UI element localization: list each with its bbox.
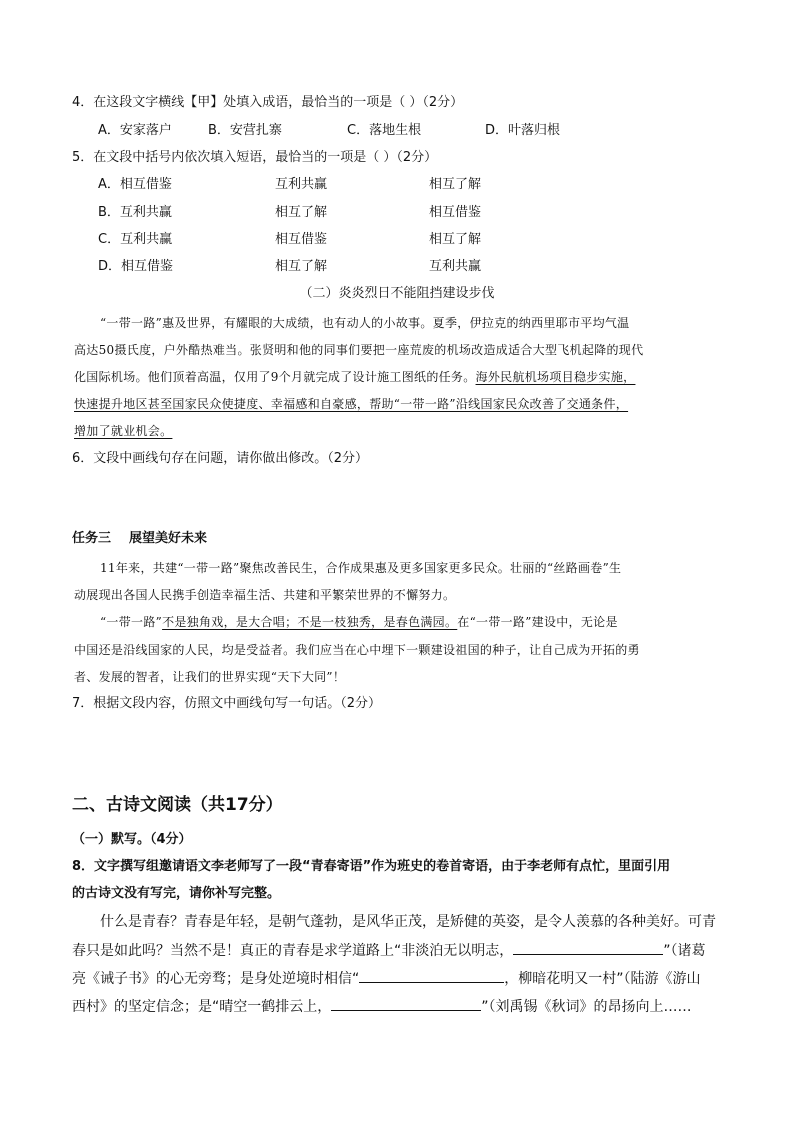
underlined-sentence-part-3: 增加了就业机会。	[74, 424, 173, 438]
passage-2-line-3	[74, 367, 635, 387]
question-6-stem: 6．文段中画线句存在问题，请你做出修改。（2分）	[72, 451, 369, 466]
part-2-heading: 二、古诗文阅读（共17分）	[72, 795, 283, 815]
question-7-stem: 7．根据文段内容，仿照文中画线句写一句话。（2分）	[72, 696, 382, 711]
q4-option-d: D．叶落归根	[485, 123, 561, 138]
task-3-heading	[72, 529, 207, 549]
passage-3-line-1: 11年来，共建“一带一路”聚焦改善民生，合作成果惠及更多国家更多民众。壮丽的“丝路画卷”生	[100, 561, 622, 575]
underlined-sentence-part-2: 快速提升地区甚至国家民众使捷度、幸福感和自豪感，帮助“一带一路”沿线国家民众改善了交通条件，	[74, 397, 629, 411]
section-2-title: （二）炎炎烈日不能阻挡建设步伐	[299, 286, 495, 301]
task-3-label: 任务三	[72, 531, 112, 546]
passage-3-line-3-start: “一带一路”	[100, 615, 163, 629]
q4-option-b: B．安营扎寨	[208, 123, 282, 138]
q8-paragraph-line-4	[72, 996, 692, 1017]
question-8-line-2: 的古诗文没有写完，请你补写完整。	[72, 886, 281, 901]
q5-option-d-col2: 相互了解	[275, 259, 328, 274]
question-8-line-1: 8．文字撰写组邀请语文李老师写了一段“青春寄语”作为班史的卷首寄语，由于李老师有点忙，里面引用	[72, 859, 671, 874]
q5-option-c-col2: 相互借鉴	[275, 232, 328, 247]
q8-line-4-tail: ”（刘禹锡《秋词》的昂扬向上……	[481, 999, 692, 1015]
q8-paragraph-line-1: 什么是青春？青春是年轻，是朝气蓬勃，是风华正茂，是矫健的英姿，是令人羡慕的各种美好。可青	[100, 914, 716, 930]
passage-2-line-2: 高达50摄氏度，户外酷热难当。张贤明和他的同事们要把一座荒废的机场改造成适合大型飞机起降的现代	[74, 343, 644, 357]
underlined-sentence: 不是独角戏，是大合唱；不是一枝独秀，是春色满园。	[162, 615, 458, 629]
q5-option-c-col3: 相互了解	[429, 232, 482, 247]
passage-3-line-3-end: 在“一带一路”建设中，无论是	[457, 615, 618, 629]
q8-paragraph-line-3	[72, 968, 701, 989]
answer-blank-3[interactable]	[331, 996, 481, 1011]
task-3-title: 展望美好未来	[129, 531, 208, 546]
question-5-stem: 5．在文段中括号内依次填入短语，最恰当的一项是（ ）（2分）	[72, 150, 438, 165]
q5-option-b-col3: 相互借鉴	[429, 205, 482, 220]
passage-2-line-1: “一带一路”惠及世界，有耀眼的大成绩，也有动人的小故事。夏季，伊拉克的纳西里耶市平均气温	[100, 316, 630, 330]
answer-blank-2[interactable]	[359, 968, 504, 983]
passage-3-line-4: 中国还是沿线国家的人民，均是受益者。我们应当在心中埋下一颗建设祖国的种子，让自己成为开拓的勇	[74, 643, 640, 657]
q8-line-2-tail: ”（诸葛	[663, 943, 706, 959]
q5-option-b-col1: B．互利共赢	[98, 205, 172, 220]
passage-3-line-2: 动展现出各国人民携手创造幸福生活、共建和平繁荣世界的不懈努力。	[74, 588, 456, 602]
question-4-stem: 4．在这段文字横线【甲】处填入成语，最恰当的一项是（ ）（2分）	[72, 95, 464, 110]
q5-option-d-col1: D．相互借鉴	[98, 259, 174, 274]
q8-paragraph-line-2	[72, 940, 706, 961]
q8-line-3-tail: ，柳暗花明又一村”（陆游《游山	[504, 971, 701, 987]
q4-option-c: C．落地生根	[347, 123, 422, 138]
answer-blank-1[interactable]	[513, 940, 663, 955]
passage-3-line-3	[100, 612, 618, 632]
passage-2-line-3-text: 化国际机场。他们顶着高温，仅用了9个月就完成了设计施工图纸的任务。	[74, 370, 476, 384]
passage-3-line-5: 者、发展的智者，让我们的世界实现“天下大同”！	[74, 670, 346, 684]
q5-option-a-col2: 互利共赢	[275, 177, 328, 192]
q5-option-b-col2: 相互了解	[275, 205, 328, 220]
q8-line-2-text: 春只是如此吗？当然不是！真正的青春是求学道路上“非淡泊无以明志，	[72, 943, 514, 959]
underlined-sentence-part-1: 海外民航机场项目稳步实施，	[475, 370, 636, 384]
part-2-subheading: （一）默写。（4分）	[72, 832, 192, 847]
q4-option-a: A．安家落户	[98, 123, 172, 138]
q5-option-a-col1: A．相互借鉴	[98, 177, 172, 192]
q5-option-c-col1: C．互利共赢	[98, 232, 173, 247]
q5-option-d-col3: 互利共赢	[429, 259, 482, 274]
q8-line-4-text: 西村》的坚定信念；是“晴空一鹤排云上，	[72, 999, 332, 1015]
q8-line-3-text: 亮《诫子书》的心无旁骛；是身处逆境时相信“	[72, 971, 360, 987]
q5-option-a-col3: 相互了解	[429, 177, 482, 192]
